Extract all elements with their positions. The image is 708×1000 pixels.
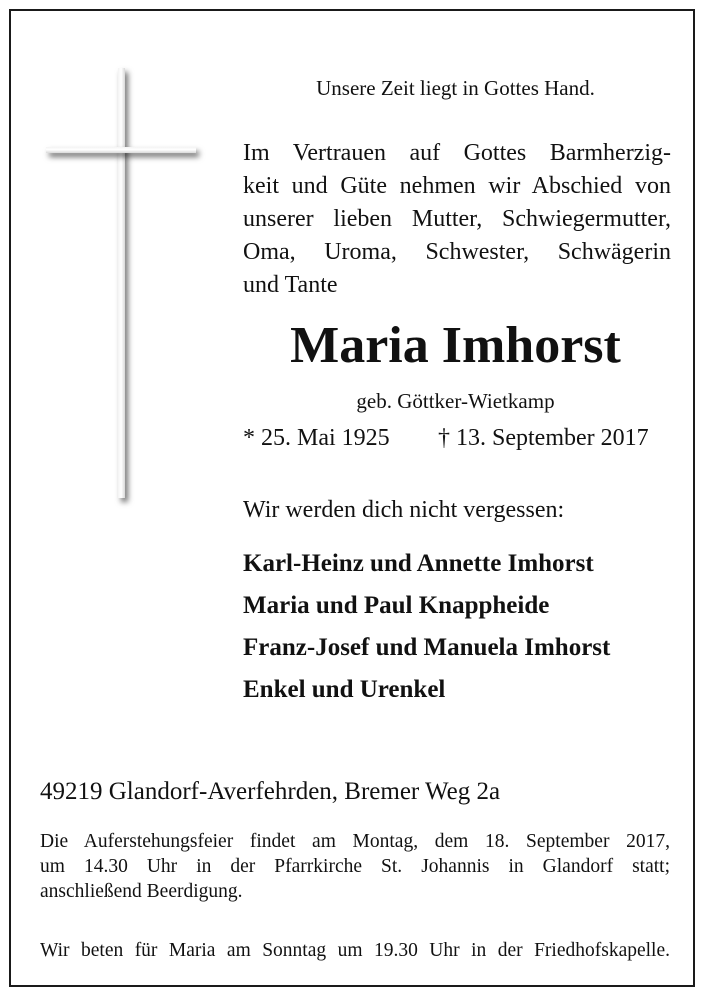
closing-intro: Wir werden dich nicht vergessen: (243, 497, 565, 523)
death-date: † 13. September 2017 (438, 425, 649, 451)
intro-line: keit und Güte nehmen wir Abschied von (243, 173, 671, 199)
maiden-name: geb. Göttker-Wietkamp (356, 389, 555, 413)
cross-vertical-beam (118, 68, 125, 498)
intro-line: Im Vertrauen auf Gottes Barmherzig- (243, 140, 671, 166)
service-line: Die Auferstehungsfeier findet am Montag, dem 18. September 2017, (40, 831, 670, 852)
family-member: Maria und Paul Knappheide (243, 592, 550, 619)
motto: Unsere Zeit liegt in Gottes Hand. (316, 76, 595, 100)
birth-date: * 25. Mai 1925 (243, 425, 390, 451)
service-line: um 14.30 Uhr in der Pfarrkirche St. Johannis in Glandorf statt; (40, 856, 670, 877)
family-member: Karl-Heinz und Annette Imhorst (243, 550, 594, 577)
cross-horizontal-beam (46, 147, 196, 153)
family-member: Enkel und Urenkel (243, 676, 446, 703)
family-list (243, 543, 610, 711)
deceased-name: Maria Imhorst (290, 317, 621, 374)
intro-text (243, 137, 671, 302)
service-line: anschließend Beerdigung. (40, 881, 243, 902)
address: 49219 Glandorf-Averfehrden, Bremer Weg 2a (40, 778, 501, 805)
intro-line: Oma, Uroma, Schwester, Schwägerin (243, 239, 671, 265)
service-info (40, 829, 670, 904)
intro-line: unserer lieben Mutter, Schwiegermutter, (243, 206, 671, 232)
intro-line: und Tante (243, 272, 338, 298)
prayer-info: Wir beten für Maria am Sonntag um 19.30 Uhr in der Friedhofskapelle. (40, 940, 670, 961)
family-member: Franz-Josef und Manuela Imhorst (243, 634, 611, 661)
